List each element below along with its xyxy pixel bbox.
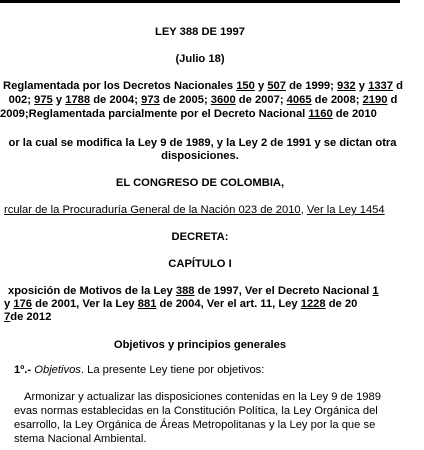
decree-link[interactable]: 973 bbox=[141, 94, 160, 106]
decree-link[interactable]: 1160 bbox=[308, 108, 333, 120]
exposition-line-1: xposición de Motivos de la Ley 388 de 1997, Ver el Decreto Nacional 1 bbox=[8, 285, 379, 297]
subtitle-line-1: or la cual se modifica la Ley 9 de 1989, y la Ley 2 de 1991 y se dictan otra bbox=[8, 137, 397, 149]
article-1: 1º.- Objetivos. La presente Ley tiene por objetivos: bbox=[14, 364, 265, 376]
law-title: LEY 388 DE 1997 bbox=[155, 26, 245, 38]
law-date: (Julio 18) bbox=[175, 53, 225, 65]
law-link[interactable]: 7 bbox=[4, 311, 11, 323]
regulation-line-2: 002; 975 y 1788 de 2004; 973 de 2005; 3600 de 2007; 4065 de 2008; 2190 d bbox=[8, 94, 398, 106]
subtitle-line-2: disposiciones. bbox=[161, 150, 239, 162]
decree-link[interactable]: 150 bbox=[236, 80, 255, 92]
item-1-line-1: Armonizar y actualizar las disposiciones contenidas en la Ley 9 de 1989 bbox=[24, 391, 381, 403]
chapter-heading: CAPÍTULO I bbox=[168, 258, 232, 270]
regulation-line-3: 2009;Reglamentada parcialmente por el Decreto Nacional 1160 de 2010 bbox=[0, 108, 377, 120]
regulation-line-1: Reglamentada por los Decretos Nacionales 150 y 507 de 1999; 932 y 1337 d bbox=[3, 80, 403, 92]
decree-link[interactable]: 1337 bbox=[368, 80, 393, 92]
exposition-line-2: y 176 de 2001, Ver la Ley 881 de 2004, Ver el art. 11, Ley 1228 de 20 bbox=[4, 298, 358, 310]
decree-link[interactable]: 1 bbox=[372, 285, 379, 297]
top-border bbox=[0, 0, 400, 3]
congress-heading: EL CONGRESO DE COLOMBIA, bbox=[115, 177, 285, 189]
decree-link[interactable]: 4065 bbox=[286, 94, 312, 106]
decree-link[interactable]: 176 bbox=[13, 298, 33, 310]
decreta-heading: DECRETA: bbox=[171, 231, 229, 243]
exposition-line-3: 7de 2012 bbox=[4, 311, 52, 323]
ver-ley-link[interactable]: Ver la Ley 1454 bbox=[306, 204, 385, 216]
item-1-line-2: evas normas establecidas en la Constitución Política, la Ley Orgánica del bbox=[14, 405, 378, 417]
law-link[interactable]: 881 bbox=[137, 298, 157, 310]
decree-link[interactable]: 3600 bbox=[210, 94, 236, 106]
law-link[interactable]: 1228 bbox=[300, 298, 326, 310]
reference-line: rcular de la Procuraduría General de la Nación 023 de 2010, Ver la Ley 1454 bbox=[4, 204, 385, 216]
decree-link[interactable]: 932 bbox=[336, 80, 356, 92]
section-heading: Objetivos y principios generales bbox=[113, 339, 287, 351]
circular-link[interactable]: rcular de la Procuraduría General de la Nación 023 de 2010 bbox=[4, 204, 301, 216]
decree-link[interactable]: 975 bbox=[34, 94, 53, 106]
law-link[interactable]: 388 bbox=[175, 285, 195, 297]
decree-link[interactable]: 507 bbox=[267, 80, 286, 92]
decree-link[interactable]: 1788 bbox=[65, 94, 91, 106]
item-1-line-4: stema Nacional Ambiental. bbox=[14, 433, 147, 445]
decree-link[interactable]: 2190 bbox=[362, 94, 388, 106]
item-1-line-3: esarrollo, la Ley Orgánica de Áreas Metropolitanas y la Ley por la que se bbox=[14, 419, 376, 431]
